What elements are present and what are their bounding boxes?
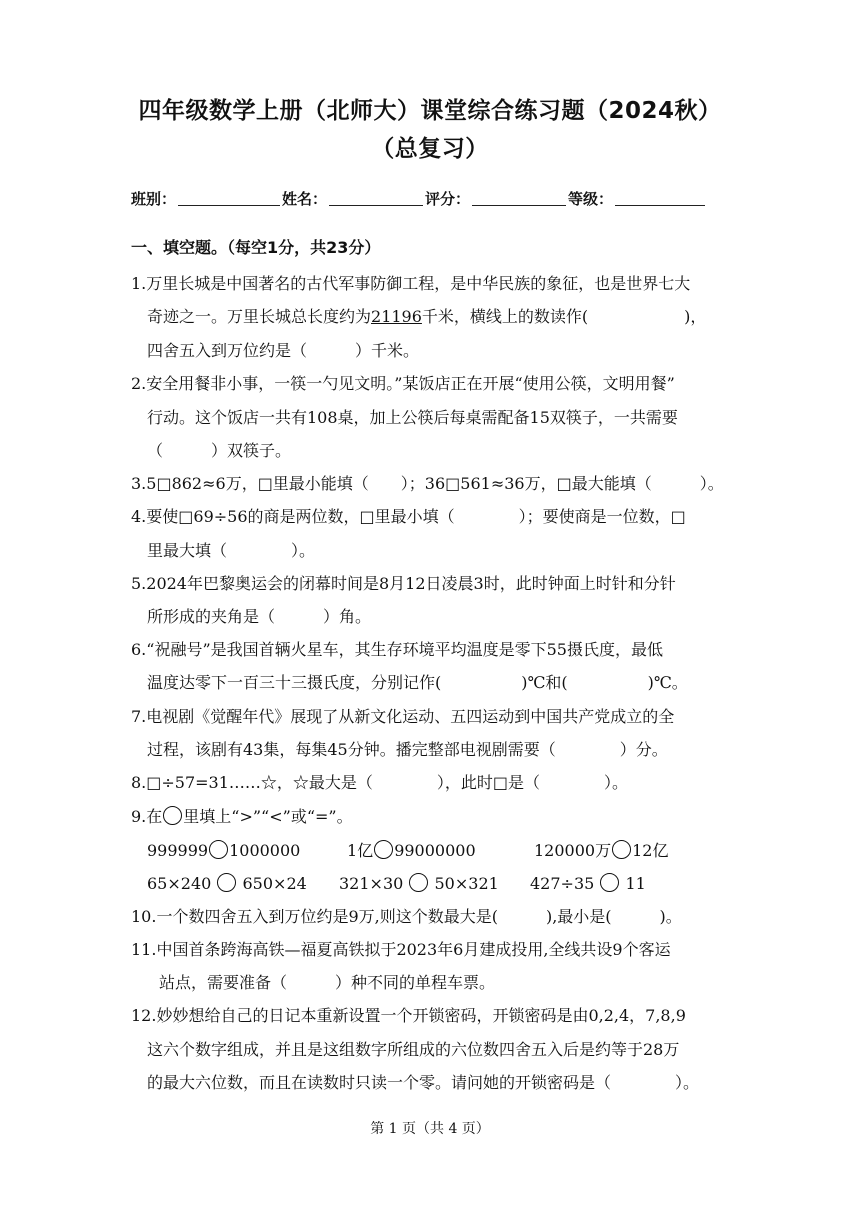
section-heading: 一、填空题。（每空1分，共23分） bbox=[131, 238, 381, 257]
grade-blank[interactable] bbox=[615, 189, 705, 206]
compare-right: 99000000 bbox=[394, 841, 476, 860]
compare-circle[interactable] bbox=[217, 873, 236, 892]
compare-left: 427÷35 bbox=[530, 874, 595, 893]
question-11-line-1: 11.中国首条跨海高铁—福夏高铁拟于2023年6月建成投用,全线共设9个客运 bbox=[131, 940, 671, 959]
question-1-text-a: 奇迹之一。万里长城总长度约为 bbox=[147, 307, 372, 326]
page-title: 四年级数学上册（北师大）课堂综合练习题（2024秋） bbox=[138, 98, 722, 124]
question-10-line-1: 10.一个数四舍五入到万位约是9万,则这个数最大是( ),最小是( )。 bbox=[131, 907, 682, 926]
name-label: 姓名： bbox=[282, 190, 328, 208]
question-6-line-2: 温度达零下一百三十三摄氏度，分别记作( )℃和( )℃。 bbox=[147, 673, 688, 692]
compare-circle[interactable] bbox=[600, 873, 619, 892]
compare-item bbox=[147, 840, 300, 861]
compare-circle[interactable] bbox=[374, 840, 393, 859]
question-2-line-3: （ ）双筷子。 bbox=[147, 441, 292, 460]
question-4-line-2: 里最大填（ ）。 bbox=[147, 541, 316, 560]
question-12-line-3: 的最大六位数，而且在读数时只读一个零。请问她的开锁密码是（ ）。 bbox=[147, 1073, 700, 1092]
question-2-line-1: 2.安全用餐非小事，一筷一勺见文明。”某饭店正在开展“使用公筷，文明用餐” bbox=[131, 374, 675, 393]
class-label: 班别： bbox=[131, 190, 177, 208]
circle-icon bbox=[163, 806, 182, 825]
question-1-line-1: 1.万里长城是中国著名的古代军事防御工程，是中华民族的象征，也是世界七大 bbox=[131, 274, 691, 293]
page-footer: 第 1 页（共 4 页） bbox=[370, 1121, 490, 1137]
question-9-text-b: 里填上“>”“<”或“=”。 bbox=[183, 807, 353, 826]
compare-right: 650×24 bbox=[242, 874, 307, 893]
compare-right: 50×321 bbox=[434, 874, 499, 893]
compare-item bbox=[534, 840, 668, 861]
compare-left: 65×240 bbox=[147, 874, 212, 893]
question-8-line-1: 8.□÷57=31……☆，☆最大是（ ），此时□是（ ）。 bbox=[131, 773, 629, 792]
question-7-line-2: 过程，该剧有43集，每集45分钟。播完整部电视剧需要（ ）分。 bbox=[147, 740, 668, 759]
compare-left: 999999 bbox=[147, 841, 209, 860]
compare-item bbox=[530, 873, 646, 894]
compare-right: 1000000 bbox=[229, 841, 301, 860]
compare-circle[interactable] bbox=[612, 840, 631, 859]
question-1-text-b: 千米，横线上的数读作( )， bbox=[421, 307, 707, 326]
compare-item bbox=[347, 840, 476, 861]
question-12-line-2: 这六个数字组成，并且是这组数字所组成的六位数四舍五入后是约等于28万 bbox=[147, 1040, 680, 1059]
question-4-line-1: 4.要使□69÷56的商是两位数，□里最小填（ ）；要使商是一位数，□ bbox=[131, 507, 686, 526]
question-5-line-2: 所形成的夹角是（ ）角。 bbox=[147, 607, 372, 626]
question-6-line-1: 6.“祝融号”是我国首辆火星车，其生存环境平均温度是零下55摄氏度，最低 bbox=[131, 640, 663, 659]
grade-label: 等级： bbox=[568, 190, 614, 208]
student-info-row bbox=[131, 188, 707, 209]
underlined-number: 21196 bbox=[371, 307, 422, 326]
compare-item bbox=[339, 873, 499, 894]
question-9-line-1 bbox=[131, 806, 353, 827]
name-blank[interactable] bbox=[329, 189, 423, 206]
question-5-line-1: 5.2024年巴黎奥运会的闭幕时间是8月12日凌晨3时，此时钟面上时针和分针 bbox=[131, 574, 676, 593]
compare-right: 11 bbox=[625, 874, 646, 893]
question-1-line-3: 四舍五入到万位约是（ ）千米。 bbox=[147, 341, 420, 360]
question-7-line-1: 7.电视剧《觉醒年代》展现了从新文化运动、五四运动到中国共产党成立的全 bbox=[131, 707, 675, 726]
question-12-line-1: 12.妙妙想给自己的日记本重新设置一个开锁密码，开锁密码是由0,2,4，7,8,9 bbox=[131, 1006, 686, 1025]
question-1-line-2 bbox=[147, 307, 706, 327]
score-blank[interactable] bbox=[472, 189, 566, 206]
class-blank[interactable] bbox=[178, 189, 280, 206]
compare-item bbox=[147, 873, 307, 894]
question-2-line-2: 行动。这个饭店一共有108桌，加上公筷后每桌需配备15双筷子，一共需要 bbox=[147, 408, 678, 427]
compare-right: 12亿 bbox=[632, 841, 669, 860]
compare-circle[interactable] bbox=[209, 840, 228, 859]
compare-left: 120000万 bbox=[534, 841, 612, 860]
compare-left: 321×30 bbox=[339, 874, 404, 893]
page-subtitle: （总复习） bbox=[371, 136, 489, 162]
score-label: 评分： bbox=[425, 190, 471, 208]
compare-circle[interactable] bbox=[409, 873, 428, 892]
question-3-line-1: 3.5□862≈6万，□里最小能填（ ）；36□561≈36万，□最大能填（ ）。 bbox=[131, 474, 724, 493]
question-11-line-2: 站点，需要准备（ ）种不同的单程车票。 bbox=[159, 973, 496, 992]
compare-left: 1亿 bbox=[347, 841, 374, 860]
question-9-text-a: 9.在 bbox=[131, 807, 163, 826]
